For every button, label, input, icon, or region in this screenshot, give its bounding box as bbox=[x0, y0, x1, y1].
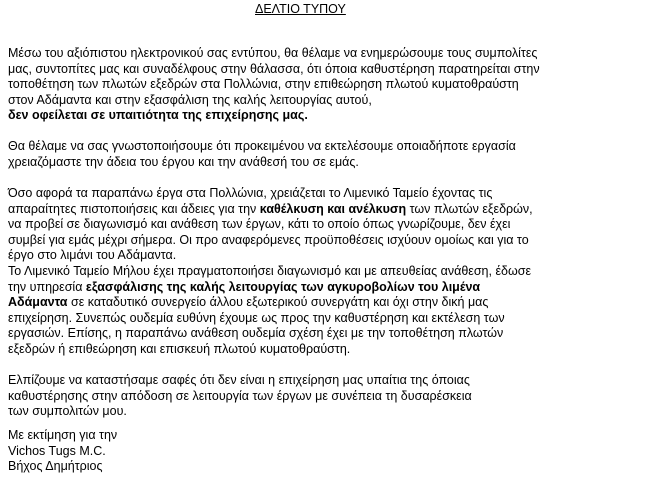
text-run: καθυστέρησης στην απόδοση σε λειτουργία των έργων με συνέπεια τη δυσαρέσκεια bbox=[8, 388, 472, 403]
text-line bbox=[8, 108, 648, 124]
text-run: των πλωτών εξεδρών, bbox=[406, 201, 533, 216]
text-run: επιχείρηση. Συνεπώς ουδεμία ευθύνη έχουμε ως προς την καθυστέρηση και εκτέλεση των bbox=[8, 310, 505, 325]
text-run: Βήχος Δημήτριος bbox=[8, 459, 103, 473]
text-line bbox=[8, 62, 648, 78]
text-line bbox=[8, 326, 648, 342]
text-line bbox=[8, 311, 648, 327]
text-line bbox=[8, 373, 648, 389]
text-run: σε καταδυτικό συνεργείο άλλου εξωτερικού συνεργάτη και όχι στην δική μας bbox=[67, 295, 489, 309]
text-line bbox=[8, 389, 648, 405]
text-run: στον Αδάμαντα και στην εξασφάλιση της καλής λειτουργίας αυτού, bbox=[8, 92, 372, 107]
document-title: ΔΕΛΤΙΟ ΤΥΠΟΥ bbox=[255, 2, 346, 16]
paragraph-port-fund bbox=[8, 264, 648, 357]
paragraph-conclusion bbox=[8, 373, 648, 420]
text-run: την υπηρεσία bbox=[8, 279, 86, 294]
text-run: Ελπίζουμε να καταστήσαμε σαφές ότι δεν είναι η επιχείρηση μας υπαίτια της όποιας bbox=[8, 373, 470, 387]
text-run: εξεδρών ή επιθεώρηση και επισκευή πλωτού κυματοθραύστη. bbox=[8, 341, 351, 356]
text-run: έργο στο λιμάνι του Αδάμαντα. bbox=[8, 248, 177, 262]
text-run: Όσο αφορά τα παραπάνω έργα στα Πολλώνια, χρειάζεται το Λιμενικό Ταμείο έχοντας τις bbox=[8, 186, 493, 200]
text-run: χρειαζόμαστε την άδεια του έργου και την ανάθεσή του σε εμάς. bbox=[8, 154, 359, 169]
text-line bbox=[8, 248, 648, 264]
text-run: απαραίτητες πιστοποιήσεις και άδειες για την bbox=[8, 201, 260, 216]
text-line bbox=[8, 342, 648, 358]
signature-block bbox=[8, 428, 648, 475]
text-line bbox=[8, 155, 648, 171]
text-line bbox=[8, 139, 648, 155]
text-line bbox=[8, 46, 648, 62]
text-line bbox=[8, 217, 648, 233]
text-run: να προβεί σε διαγωνισμό και ανάθεση των έργων, κάτι το οποίο όπως γνωρίζουμε, δεν έχει bbox=[8, 217, 511, 231]
text-line bbox=[8, 233, 648, 249]
text-line bbox=[8, 459, 648, 475]
bold-text-run: δεν οφείλεται σε υπαιτιότητα της επιχείρησης μας. bbox=[8, 108, 308, 122]
text-line bbox=[8, 295, 648, 311]
text-run: Το Λιμενικό Ταμείο Μήλου έχει πραγματοποιήσει διαγωνισμό και με απευθείας ανάθεση, έδωσε bbox=[8, 264, 532, 278]
text-run: Με εκτίμηση για την bbox=[8, 428, 118, 442]
text-run: Vichos Tugs M.C. bbox=[8, 443, 106, 458]
paragraph-license bbox=[8, 139, 648, 170]
text-line bbox=[8, 77, 648, 93]
text-line bbox=[8, 202, 648, 218]
paragraph-intro bbox=[8, 46, 648, 124]
bold-text-run: εξασφάλισης της καλής λειτουργίας των αγκυροβολίων του λιμένα bbox=[85, 279, 481, 294]
text-line bbox=[8, 264, 648, 280]
text-run: μας, συντοπίτες μας και συναδέλφους στην θάλασσα, ότι όποια καθυστέρηση παρατηρείται στην bbox=[8, 61, 540, 76]
text-run: συμβεί για εμάς μέχρι σήμερα. Οι προ αναφερόμενες προϋποθέσεις ισχύουν ομοίως και για το bbox=[8, 232, 529, 247]
text-line bbox=[8, 280, 648, 296]
text-line bbox=[8, 428, 648, 444]
text-run: τοποθέτηση των πλωτών εξεδρών στα Πολλώνια, στην επιθεώρηση πλωτού κυματοθραύστη bbox=[8, 77, 519, 91]
text-line bbox=[8, 444, 648, 460]
bold-text-run: καθέλκυση και ανέλκυση bbox=[259, 201, 407, 216]
bold-text-run: Αδάμαντα bbox=[8, 295, 68, 309]
paragraph-pollonia-works bbox=[8, 186, 648, 264]
text-line bbox=[8, 93, 648, 109]
text-run: των συμπολιτών μου. bbox=[8, 404, 127, 418]
text-run: Μέσω του αξιόπιστου ηλεκτρονικού σας εντύπου, θα θέλαμε να ενημερώσουμε τους συμπολίτες bbox=[8, 46, 538, 60]
text-run: Θα θέλαμε να σας γνωστοποιήσουμε ότι προκειμένου να εκτελέσουμε οποιαδήποτε εργασία bbox=[8, 139, 516, 153]
text-line bbox=[8, 404, 648, 420]
text-run: εργασιών. Επίσης, η παραπάνω ανάθεση ουδεμία σχέση έχει με την τοποθέτηση πλωτών bbox=[8, 326, 504, 340]
text-line bbox=[8, 186, 648, 202]
